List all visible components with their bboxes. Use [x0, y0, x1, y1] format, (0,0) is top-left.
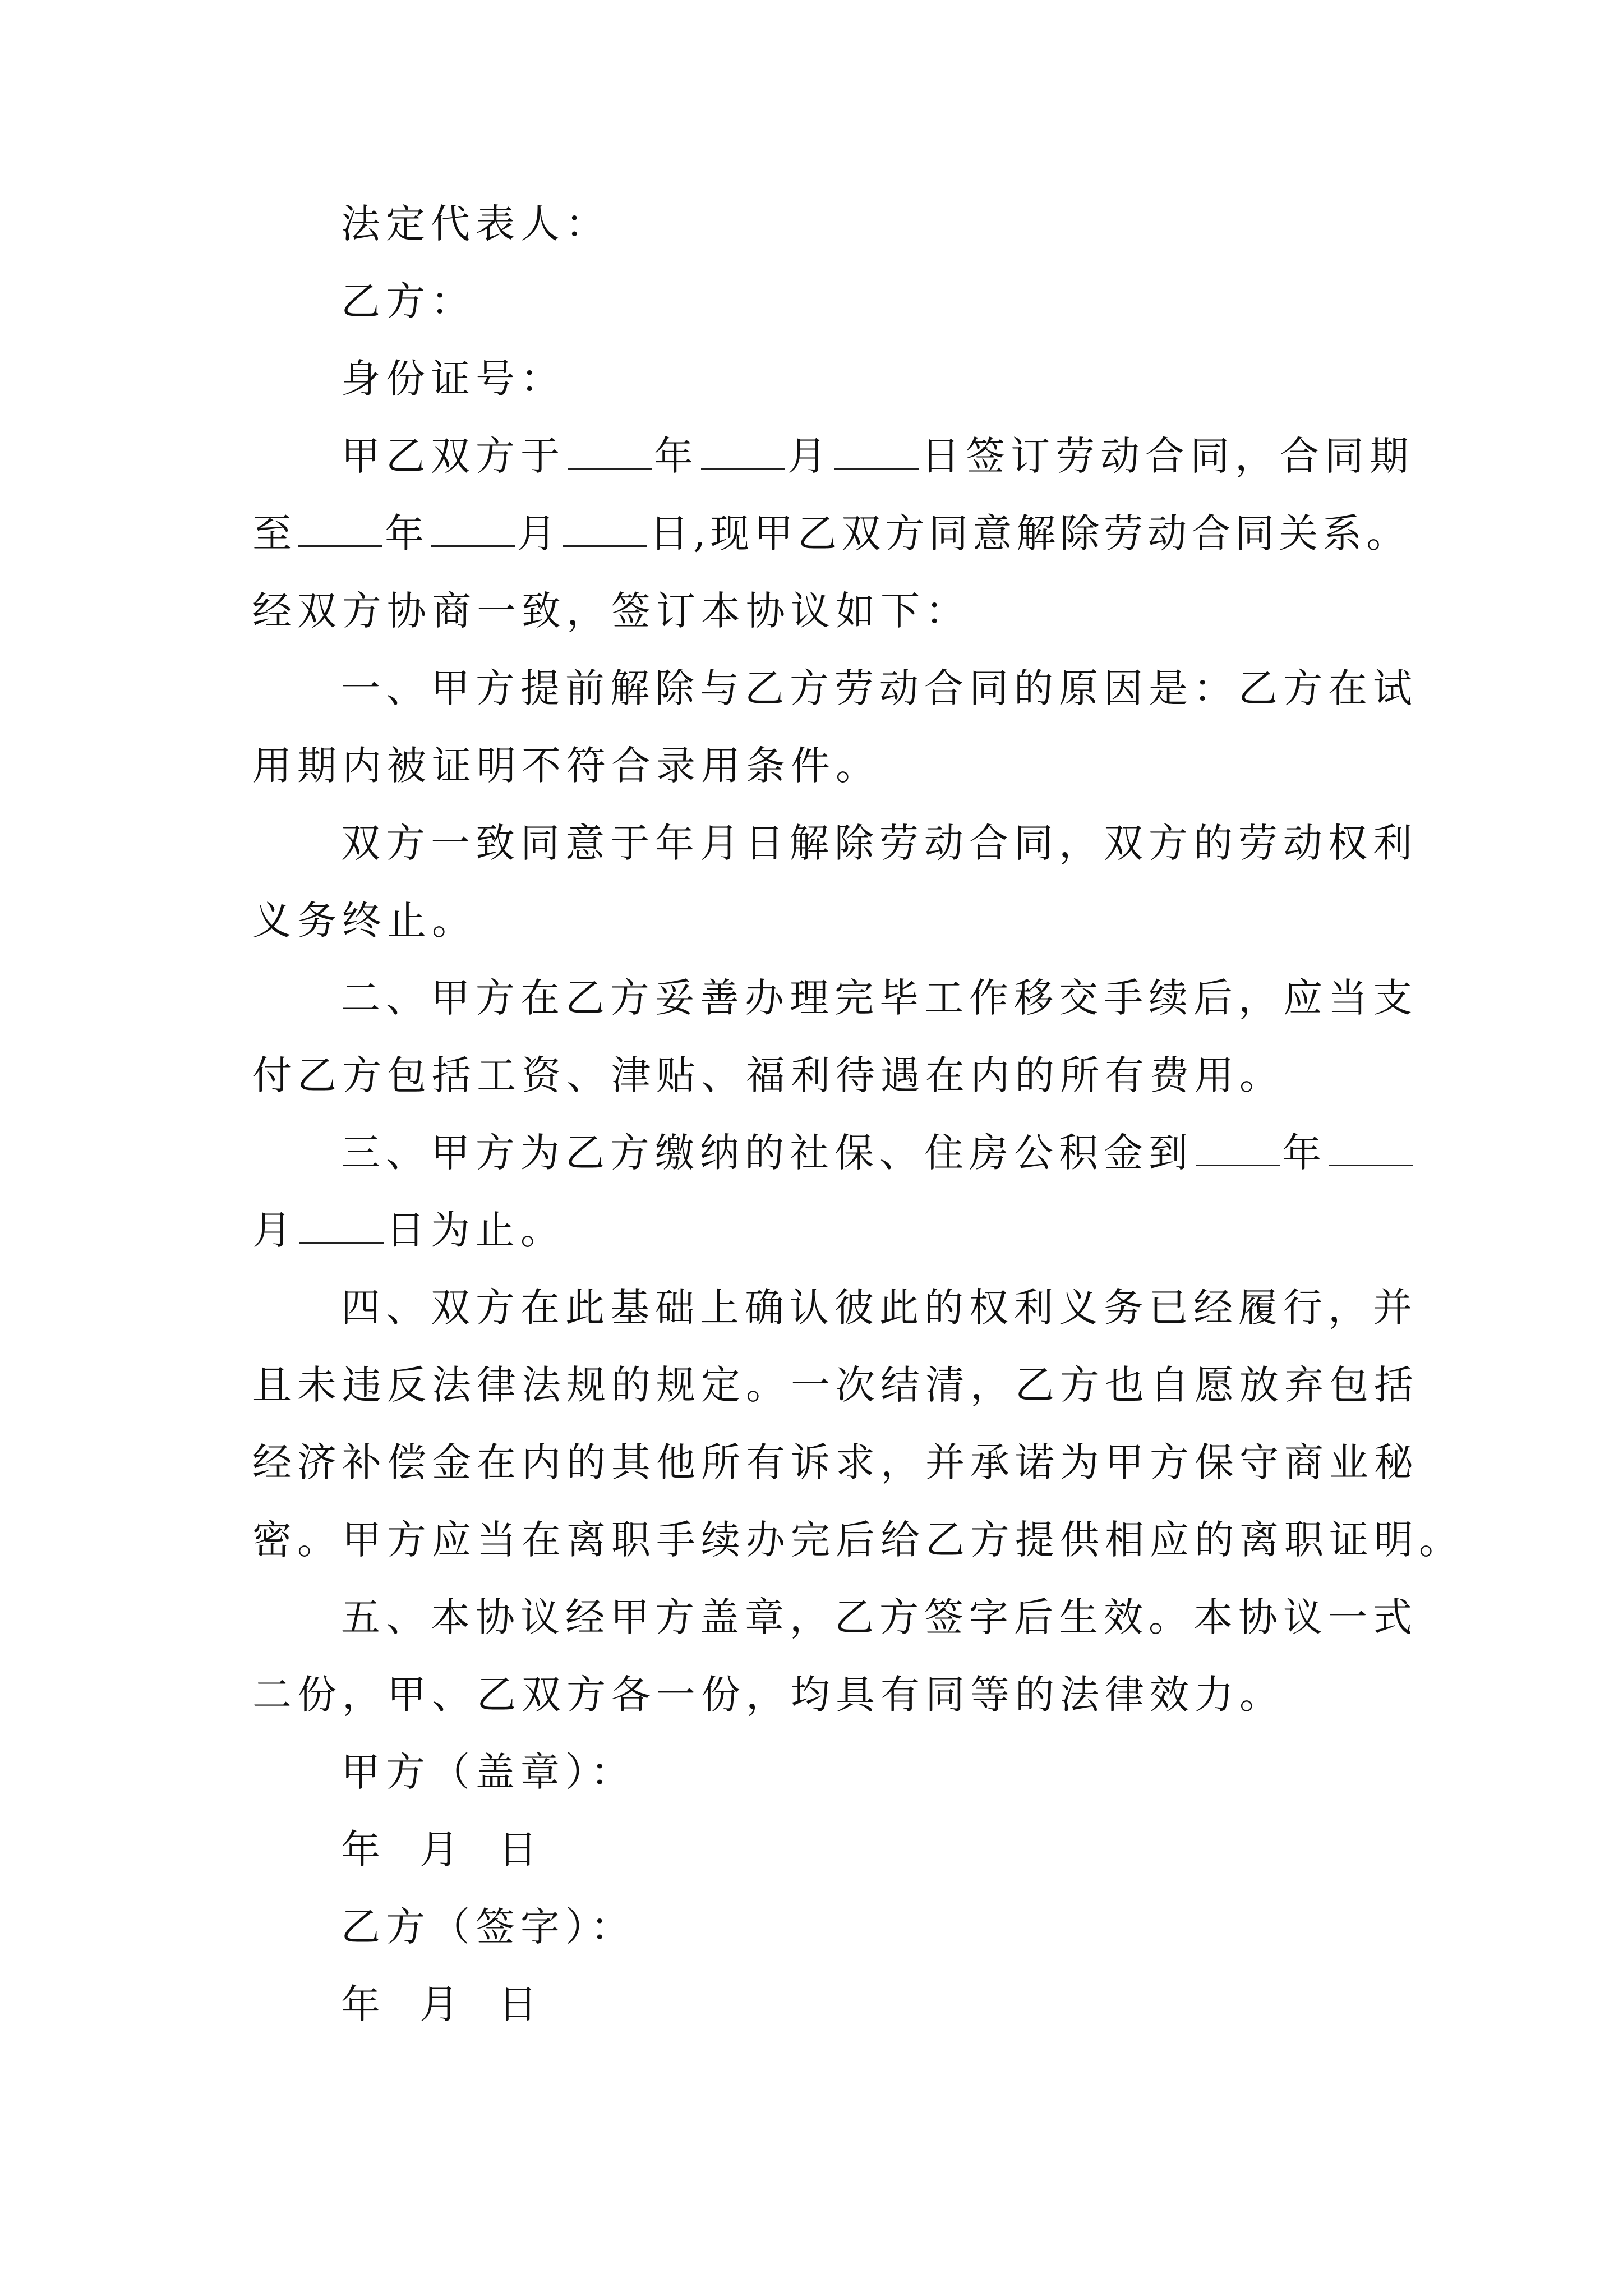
text-segment: 甲乙双方于 — [341, 433, 565, 479]
party-b-date-line — [252, 1966, 1385, 2043]
text-segment: 密。甲方应当在离职手续办完后给乙方提供相应的离职证明。 — [252, 1517, 1464, 1563]
id-number-label: 身份证号： — [341, 356, 565, 402]
text-segment: 用期内被证明不符合录用条件。 — [252, 743, 880, 789]
party-b-line — [252, 263, 1385, 340]
blank-month — [1329, 1132, 1413, 1166]
clause-1-line-1 — [252, 650, 1418, 727]
clause-1-line-2 — [252, 727, 1385, 804]
text-segment: 三、甲方为乙方缴纳的社保、住房公积金到 — [341, 1130, 1193, 1176]
party-a-seal-line — [252, 1733, 1385, 1811]
text-segment: 五、本协议经甲方盖章，乙方签字后生效。本协议一式 — [341, 1594, 1418, 1640]
date-year-label: 年 — [341, 1826, 386, 1872]
legal-representative-label: 法定代表人： — [341, 201, 610, 247]
clause-2-line-1 — [252, 959, 1418, 1037]
text-segment: 日签订劳动合同，合同期 — [921, 433, 1414, 479]
clause-5-line-1 — [252, 1579, 1418, 1656]
date-month-label: 月 — [419, 1981, 464, 2027]
text-segment: 月 — [517, 510, 561, 556]
text-segment: 二份，甲、乙双方各一份，均具有同等的法律效力。 — [252, 1672, 1284, 1718]
date-month-label: 月 — [419, 1826, 464, 1872]
party-b-signature-line — [252, 1888, 1385, 1966]
party-b-signature-label: 乙方（签字）： — [341, 1904, 635, 1950]
text-segment: 一、甲方提前解除与乙方劳动合同的原因是：乙方在试 — [341, 665, 1418, 711]
clause-5-line-2 — [252, 1656, 1385, 1733]
blank-day — [563, 513, 647, 547]
clause-4-line-3 — [252, 1424, 1419, 1501]
text-segment: 至 — [252, 510, 296, 556]
blank-month — [431, 513, 515, 547]
blank-day — [299, 1209, 384, 1244]
party-a-date-line — [252, 1811, 1385, 1888]
date-year-label: 年 — [341, 1981, 386, 2027]
text-segment: 年 — [1282, 1130, 1327, 1176]
paragraph-contract-dates-line-3 — [252, 572, 1385, 650]
paragraph-contract-dates-line-2 — [252, 495, 1410, 572]
text-segment: 二、甲方在乙方妥善办理完毕工作移交手续后，应当支 — [341, 975, 1418, 1021]
text-segment: 付乙方包括工资、津贴、福利待遇在内的所有费用。 — [252, 1052, 1284, 1098]
legal-representative-line — [252, 185, 1385, 263]
text-segment: 日,现甲乙双方同意解除劳动合同关系。 — [649, 510, 1410, 556]
clause-4-line-4 — [252, 1501, 1464, 1579]
text-segment: 日为止。 — [386, 1207, 565, 1253]
document-page — [252, 185, 1464, 2043]
id-number-line — [252, 340, 1385, 417]
text-segment: 四、双方在此基础上确认彼此的权利义务已经履行，并 — [341, 1285, 1418, 1331]
text-segment: 月 — [787, 433, 832, 479]
text-segment: 双方一致同意于年月日解除劳动合同，双方的劳动权利 — [341, 820, 1418, 866]
clause-4-line-1 — [252, 1269, 1418, 1346]
text-segment: 年 — [654, 433, 699, 479]
clause-3-line-1 — [252, 1114, 1385, 1191]
text-segment: 义务终止。 — [252, 898, 477, 944]
text-segment: 经双方协商一致，签订本协议如下： — [252, 588, 970, 634]
blank-year — [298, 513, 382, 547]
text-segment: 年 — [385, 510, 428, 556]
blank-year — [1196, 1132, 1280, 1166]
date-day-label: 日 — [498, 1981, 543, 2027]
text-segment: 月 — [252, 1207, 297, 1253]
termination-agreement-line-1 — [252, 804, 1418, 882]
blank-day — [834, 435, 919, 470]
party-a-seal-label: 甲方（盖章）： — [341, 1749, 635, 1795]
text-segment: 经济补偿金在内的其他所有诉求，并承诺为甲方保守商业秘 — [252, 1439, 1419, 1485]
paragraph-contract-dates-line-1 — [252, 417, 1414, 495]
clause-2-line-2 — [252, 1037, 1385, 1114]
date-day-label: 日 — [498, 1826, 543, 1872]
blank-month — [701, 435, 785, 470]
blank-year — [568, 435, 652, 470]
termination-agreement-line-2 — [252, 882, 1385, 959]
party-b-label: 乙方： — [341, 278, 476, 324]
text-segment: 且未违反法律法规的规定。一次结清，乙方也自愿放弃包括 — [252, 1362, 1419, 1408]
clause-3-line-2 — [252, 1191, 1385, 1269]
clause-4-line-2 — [252, 1346, 1419, 1424]
